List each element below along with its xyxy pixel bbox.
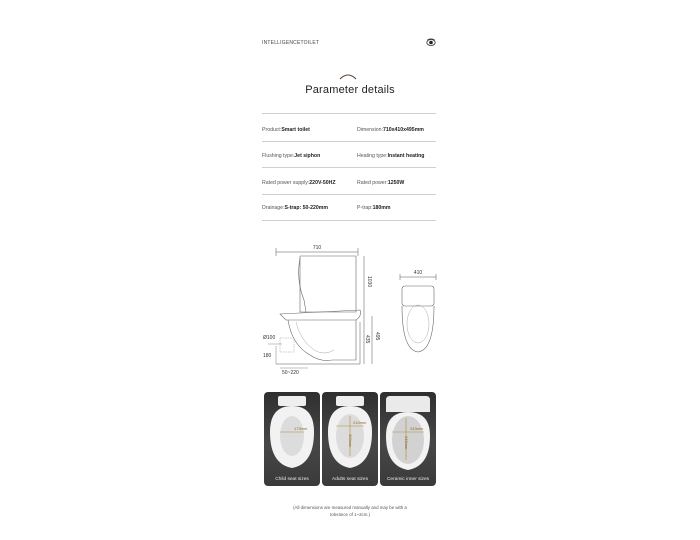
- inner-height-label: 435: [364, 335, 370, 344]
- seat-height-label: 495: [374, 332, 380, 341]
- divider: [262, 167, 436, 168]
- ceramic-height-label: 345mm: [404, 436, 409, 450]
- page-title: Parameter details: [305, 84, 395, 96]
- divider: [262, 220, 436, 221]
- drain-diameter-label: Ø100: [263, 335, 276, 341]
- adult-width-label: 210mm: [353, 420, 367, 425]
- divider: [262, 194, 436, 195]
- p-trap-label: 180: [263, 353, 272, 359]
- size-caption: Ceramic inner sizes: [386, 477, 430, 482]
- depth-label: 410: [413, 270, 423, 276]
- adult-seat-photo: [322, 392, 378, 486]
- child-dim-label: 173mm: [294, 426, 308, 431]
- ceramic-width-label: 243mm: [410, 426, 424, 431]
- size-caption: Child seat sizes: [275, 477, 309, 482]
- adult-height-label: 300mm: [348, 434, 353, 448]
- height-label: 1030: [366, 276, 372, 288]
- brand-name: INTELLIGENCETOILET: [262, 40, 320, 46]
- tolerance-note: (All dimensions are measured manually and may be with a tolerance of 1~2cm.): [293, 505, 407, 517]
- size-caption: Adults seat sizes: [332, 477, 368, 482]
- ceramic-inner-photo: [380, 392, 436, 486]
- width-label: 710: [312, 245, 322, 251]
- eye-icon: [426, 38, 436, 46]
- title-ornament: [338, 72, 358, 80]
- divider: [262, 141, 436, 142]
- child-seat-photo: [264, 392, 320, 486]
- divider: [262, 113, 436, 114]
- s-trap-label: 50~220: [282, 370, 299, 376]
